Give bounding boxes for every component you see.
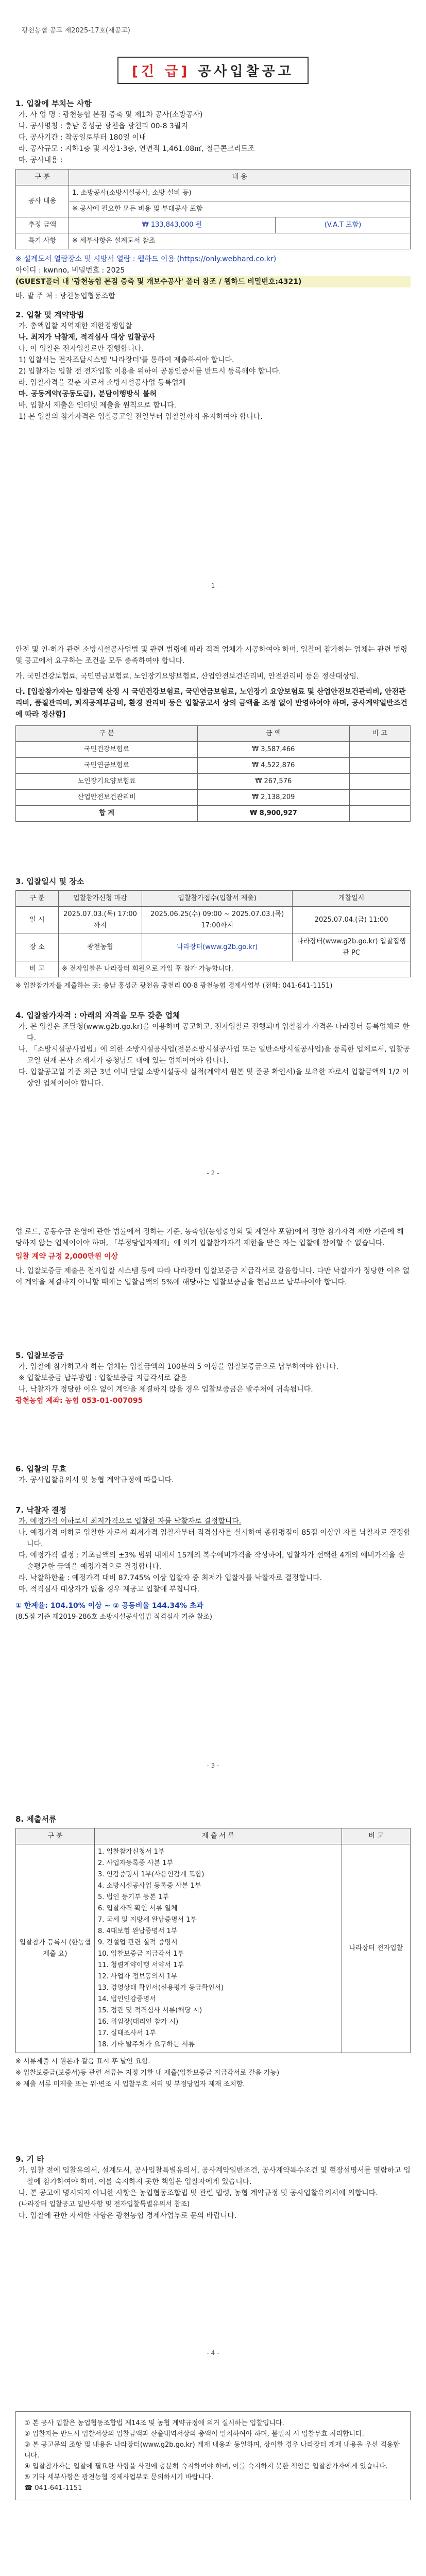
work-table: [15, 169, 411, 249]
td: 추정 금액: [16, 217, 69, 233]
paragraph: 다. 입찰공고일 기준 최근 3년 이내 단일 소방시설공사 실적(계약서 원본 및 준공 확인서)을 보유한 자로서 입찰금액의 1/2 이상인 업체이어야 합니다.: [19, 1068, 410, 1088]
note: 아이디 : kwnno, 비밀번호 : 2025: [15, 266, 125, 275]
line: 다. 공사기간 : 착공일로부터 180일 이내: [19, 133, 146, 142]
line: 나. 낙찰자가 정당한 이유 없이 계약을 체결하지 않을 경우 입찰보증금은 발주처에 귀속됩니다.: [19, 1385, 313, 1394]
th: 제 출 서 류: [95, 1828, 342, 1844]
section-8: [15, 1504, 411, 1623]
documents-table: [15, 1828, 411, 2053]
note: ※ 입찰보증금(보증서)등 관련 서류는 지정 기한 내 제출(입찰보증금 지급각서로 갈음 가능): [15, 2069, 280, 2077]
account-note: 광천농협 계좌: 농협 053-01-007095: [15, 1397, 143, 1405]
line: 마. 공동계약(공동도급), 분담이행방식 불허: [19, 390, 157, 398]
th: 입찰참가신청 마감: [59, 891, 142, 907]
td: ₩ 133,843,000 원: [69, 217, 276, 233]
line: 2) 입찰자는 입찰 전 전자입찰 이용을 위하여 공동인증서를 반드시 등록해야 합니다.: [19, 367, 281, 376]
line: ※ 입찰보증금 납부방법 : 입찰보증금 지급각서로 갈음: [19, 1374, 188, 1382]
paragraph: 나. 「소방시설공사업법」에 의한 소방시설공사업(전문소방시설공사업 또는 일반소방시설공사업)을 등록한 업체로서, 입찰공고일 현재 본사 소재지가 충청남도 내에 있는 업체이어야 합니다.: [19, 1045, 410, 1065]
td: 공사 내용: [16, 185, 69, 217]
doc-item: 10. 입찰보증금 지급각서 1부: [98, 1950, 184, 1958]
webhard-link[interactable]: ※ 설계도서 열람장소 및 시방서 열람 : 웹하드 이용 (https://only.webhard.co.kr): [15, 255, 277, 263]
td: 1. 소방공사(소방시설공사, 소방 설비 등): [69, 185, 411, 201]
note: ☎ 041-641-1151: [24, 2484, 82, 2492]
doc-item: 12. 사업자 정보동의서 1부: [98, 1973, 178, 1980]
th: 입찰참가접수(입찰서 제출): [142, 891, 292, 907]
line: 가. 총액입찰 지역제한 제한경쟁입찰: [19, 322, 132, 330]
td: 비 고: [16, 961, 59, 977]
th: 금 액: [198, 726, 349, 742]
td: ₩ 267,576: [198, 774, 349, 790]
section-11: [15, 2411, 411, 2500]
td: (V.A.T 포함): [276, 217, 411, 233]
td: 나라장터(www.g2b.go.kr) 입찰집행관 PC: [293, 934, 411, 961]
line: 가. 사 업 명 : 광천농협 본점 증축 및 제1차 공사(소방공사): [19, 111, 203, 119]
th: 비 고: [342, 1828, 411, 1844]
doc-item: 11. 청렴계약이행 서약서 1부: [98, 1961, 184, 1969]
paragraph: 안전 및 인·허가 관련 소방시설공사업법 및 관련 법령에 따라 적격 업체가 시공하여야 하며, 입찰에 참가하는 업체는 관련 법령 및 공고에서 요구하는 조건을 모두 충족하여야 합니다.: [15, 646, 407, 665]
doc-item: 8. 4대보험 완납증명서 1부: [98, 1927, 178, 1935]
notes-box: [15, 2411, 411, 2500]
note: ⑤ 기타 세부사항은 광천농협 경제사업부로 문의하시기 바랍니다.: [24, 2473, 214, 2481]
section-heading: 3. 입찰일시 및 장소: [15, 877, 84, 886]
td: ※ 세부사항은 설계도서 참조: [69, 233, 411, 249]
line: 나. 예정가격 이하로 입찰한 자로서 최저가격 입찰자부터 적격심사를 실시하여 종합평점이 85점 이상인 자를 낙찰자로 결정합니다.: [19, 1529, 411, 1548]
insurance-table: [15, 725, 411, 822]
td: 2025.07.03.(목) 17:00까지: [59, 907, 142, 934]
td: 합 계: [16, 806, 198, 822]
td: [349, 790, 410, 806]
doc-item: 18. 기타 발주처가 요구하는 서류: [98, 2041, 195, 2048]
page-number: - 1 -: [207, 582, 219, 589]
line: 가. 입찰에 참가하고자 하는 업체는 입찰금액의 100분의 5 이상을 입찰보증금으로 납부하여야 합니다.: [19, 1363, 338, 1371]
td: [349, 806, 410, 822]
td: 산업안전보건관리비: [16, 790, 198, 806]
section-heading: 4. 입찰참가자격 : 아래의 자격을 모두 갖춘 업체: [15, 1011, 180, 1020]
paragraph: 업 로드, 공동수급 운영에 관한 법률에서 정하는 기준, 농축협(농협중앙회 및 계열사 포함)에서 정한 참가자격 제한 기준에 해당하지 않는 업체이어야 하며, 「부정당업자제재」에 의거 입찰참가자격 제한을 받은 자는 입찰에 참여할 수 없습니다.: [15, 1228, 404, 1247]
td: 국민연금보험료: [16, 758, 198, 774]
td: ₩ 3,587,466: [198, 742, 349, 758]
line: 바. 입찰서 제출은 인터넷 제출을 원칙으로 합니다.: [19, 401, 177, 410]
paragraph: 나. 입찰보증금 제출은 전자입찰 시스템 등에 따라 나라장터 입찰보증금 지급각서로 갈음합니다. 다만 낙찰자가 정당한 이유 없이 계약을 체결하지 아니할 때에는 입찰금액의 5%에 해당하는 입찰보증금을 현금으로 납부하여야 합니다.: [15, 1267, 410, 1286]
line: 다. 입찰에 관한 자세한 사항은 광천농협 경제사업부로 문의 바랍니다.: [19, 2212, 237, 2220]
doc-item: 13. 경영상태 확인서(신용평가 등급확인서): [98, 1984, 224, 1992]
line: 마. 적격심사 대상자가 없을 경우 재공고 입찰에 부칩니다.: [19, 1585, 200, 1594]
title-wrap: [0, 57, 426, 84]
section-1: [15, 98, 411, 302]
line: 가. 입찰 전에 입찰유의서, 설계도서, 공사입찰특별유의서, 공사계약일반조건, 공사계약특수조건 및 현장설명서를 열람하고 입찰에 참가하여야 하며, 이를 숙지하지 못한 책임은 입찰자에게 있습니다.: [19, 2166, 411, 2186]
line: 라. 입찰자격을 갖춘 자로서 소방시설공사업 등록업체: [19, 379, 186, 387]
doc-item: 9. 건설업 관련 실적 증명서: [98, 1939, 178, 1946]
line: 1) 입찰서는 전자조달시스템 '나라장터'를 통하여 제출하셔야 합니다.: [19, 356, 234, 364]
section-2: [15, 309, 411, 422]
note: ※ 서류제출 시 원본과 같음 표시 후 날인 요함.: [15, 2058, 150, 2065]
td: ₩ 2,138,209: [198, 790, 349, 806]
td: ₩ 4,522,876: [198, 758, 349, 774]
doc-item: 17. 실태조사서 1부: [98, 2029, 156, 2037]
note: ③ 본 공고문의 조항 및 내용은 나라장터(www.g2b.go.kr) 게재 내용과 동일하며, 상이한 경우 나라장터 게재 내용을 우선 적용합니다.: [24, 2441, 400, 2460]
blue-note: ① 한계율: 104.10% 이상 ~ ② 공동비율 144.34% 초과: [15, 1602, 203, 1610]
section-3: [15, 644, 411, 822]
td: 광천농협: [59, 934, 142, 961]
section-heading: 1. 입찰에 부치는 사항: [15, 99, 92, 108]
td: 국민건강보험료: [16, 742, 198, 758]
section-7: [15, 1463, 411, 1486]
note: ※ 제출 서류 미제출 또는 위·변조 시 입찰무효 처리 및 부정당업자 제재 조치함.: [15, 2080, 245, 2088]
doc-item: 15. 정관 및 적격심사 서류(해당 시): [98, 2007, 202, 2014]
section-5: [15, 1010, 411, 1089]
section-4: [15, 876, 411, 992]
urgent-label: [긴 급]: [132, 64, 191, 79]
th: 비 고: [349, 726, 410, 742]
doc-item: 2. 사업자등록증 사본 1부: [98, 1859, 174, 1867]
paragraph: 다. [입찰참가자는 입찰금액 산정 시 국민건강보험료, 국민연금보험료, 노인장기 요양보험료 및 산업안전보건관리비, 안전관리비, 품질관리비, 퇴직공제부금비, 환경 관리비 등은 입찰공고서 상의 금액을 조정 없이 반영하여야 하며, 공사계약일반조건에 따라 정산함]: [15, 688, 407, 719]
td: 2025.06.25(수) 09:00 ~ 2025.07.03.(목) 17:00까지: [142, 907, 292, 934]
note: (8.5점 기준 제2019-286호 소방시설공사업법 적격심사 기준 참조): [15, 1613, 212, 1621]
line: 가. 공사입찰유의서 및 농협 계약규정에 따릅니다.: [19, 1476, 174, 1484]
th: 구 분: [16, 891, 59, 907]
doc-item: 7. 국세 및 지방세 완납증명서 1부: [98, 1916, 197, 1924]
page-number: - 4 -: [207, 2349, 219, 2357]
section-heading: 6. 입찰의 무효: [15, 1464, 67, 1473]
td: [349, 758, 410, 774]
section-5-cont: [15, 1226, 411, 1288]
th: 구 분: [16, 726, 198, 742]
td: 나라장터 전자입찰: [342, 1844, 411, 2053]
line: 다. 예정가격 결정 : 기초금액의 ±3% 범위 내에서 15개의 복수예비가격을 작성하여, 입찰자가 선택한 4개의 예비가격을 산술평균한 금액을 예정가격으로 결정합니다.: [19, 1551, 405, 1571]
section-heading: 9. 기 타: [15, 2155, 44, 2164]
th: 내 용: [69, 170, 411, 185]
notice-number: 광천농협 공고 제2025-17호(재공고): [22, 27, 130, 35]
section-heading: 8. 제출서류: [15, 1815, 57, 1824]
paragraph: 가. 국민건강보험료, 국민연금보험료, 노인장기요양보험료, 산업안전보건관리비, 안전관리비 등은 정산대상임.: [15, 672, 359, 681]
doc-item: 3. 인감증명서 1부(사용인감계 포함): [98, 1871, 205, 1878]
td: 나라장터(www.g2b.go.kr): [142, 934, 292, 961]
td: ₩ 8,900,927: [198, 806, 349, 822]
td: ※ 공사에 필요한 모든 비용 및 부대공사 포함: [69, 201, 411, 217]
td: 입찰참가 등록시 (한농협 제출 요): [16, 1844, 95, 2053]
line: 다. 이 입찰은 전자입찰로만 집행합니다.: [19, 345, 144, 353]
line: 라. 낙찰하한율 : 예정가격 대비 87.745% 이상 입찰자 중 최저가 입찰자를 낙찰자로 결정합니다.: [19, 1574, 322, 1582]
section-9: [15, 1814, 411, 2090]
line: 나. 최저가 낙찰제, 적격심사 대상 입찰공사: [19, 333, 155, 342]
line: 마. 공사내용 :: [19, 156, 63, 164]
paragraph: 가. 본 입찰은 조달청(www.g2b.go.kr)을 이용하며 공고하고, 전자입찰로 진행되며 입찰참가 자격은 나라장터 등록업체로 한다.: [19, 1023, 410, 1042]
section-heading: 5. 입찰보증금: [15, 1351, 64, 1360]
line: 나. 공사명칭 : 충남 홍성군 광천읍 광천리 00-8 3필지: [19, 122, 188, 130]
td: 장 소: [16, 934, 59, 961]
doc-item: 16. 위임장(대리인 참가 시): [98, 2018, 179, 2026]
td: 특기 사항: [16, 233, 69, 249]
page-number: - 3 -: [207, 1762, 219, 1769]
doc-item: 14. 법인인감증명서: [98, 1995, 156, 2003]
td: 노인장기요양보험료: [16, 774, 198, 790]
th: 개찰일시: [293, 891, 411, 907]
doc-item: 4. 소방시설공사업 등록증 사본 1부: [98, 1882, 201, 1890]
line: (나라장터 입찰공고 일반사항 및 전자입찰특별유의서 참조): [19, 2200, 190, 2208]
section-heading: 2. 입찰 및 계약방법: [15, 310, 84, 319]
line: 라. 공사규모 : 지하1층 및 지상1·3층, 연면적 1,461.08㎡, 철근콘크리트조: [19, 145, 255, 153]
line: 1) 본 입찰의 참가자격은 입찰공고일 전일부터 입찰일까지 유지하여야 합니다.: [19, 413, 263, 421]
th: 구 분: [16, 170, 69, 185]
td: ※ 전자입찰은 나라장터 회원으로 가입 후 참가 가능합니다.: [59, 961, 411, 977]
section-10: [15, 2154, 411, 2222]
note-highlight: (GUEST폴더 내 '광천농협 본점 증축 및 개보수공사' 폴더 참조 / 웹하드 비밀번호:4321): [15, 276, 411, 287]
th: 구 분: [16, 1828, 95, 1844]
doc-item: 6. 입찰자격 확인 서류 일체: [98, 1905, 178, 1912]
section-heading: 7. 낙찰자 결정: [15, 1505, 67, 1515]
td: [349, 742, 410, 758]
note: ※ 입찰참가자를 제출하는 곳: 충남 홍성군 광천읍 광천리 00-8 광천농협 경제사업부 (전화: 041-641-1151): [15, 982, 333, 990]
td: 일 시: [16, 907, 59, 934]
page-number: - 2 -: [207, 1170, 219, 1177]
schedule-table: [15, 890, 411, 977]
note: ④ 입찰참가자는 입찰에 필요한 사항을 사전에 충분히 숙지하여야 하며, 이를 숙지하지 못한 책임은 입찰참가자에게 있습니다.: [24, 2463, 388, 2470]
doc-item: 5. 법인 등기부 등본 1부: [98, 1893, 169, 1901]
page-title: [117, 57, 309, 84]
note: ① 본 공사 입찰은 농업협동조합법 제14조 및 농협 계약규정에 의거 실시하는 입찰입니다.: [24, 2419, 284, 2427]
doc-item: 1. 입찰참가신청서 1부: [98, 1848, 165, 1856]
line: 가. 예정가격 이하로서 최저가격으로 입찰한 자를 낙찰자로 결정합니다.: [19, 1517, 242, 1526]
td: [349, 774, 410, 790]
section-6: [15, 1350, 411, 1406]
title-text: 공사입찰공고: [198, 64, 294, 79]
line: 나. 본 공고에 명시되지 아니한 사항은 농업협동조합법 및 관련 법령, 농협 계약규정 및 공사입찰유의서에 의합니다.: [19, 2189, 378, 2197]
note: ② 입찰자는 반드시 입찰서상의 입찰금액과 산출내역서상의 총액이 일치하여야 하며, 불일치 시 입찰무효 처리합니다.: [24, 2430, 364, 2438]
td: 2025.07.04.(금) 11:00: [293, 907, 411, 934]
documents-list: [95, 1844, 342, 2053]
red-note: 입찰 계약 규정 2,000만원 이상: [15, 1252, 118, 1261]
note: 바. 발 주 처 : 광천농업협동조합: [15, 292, 115, 300]
